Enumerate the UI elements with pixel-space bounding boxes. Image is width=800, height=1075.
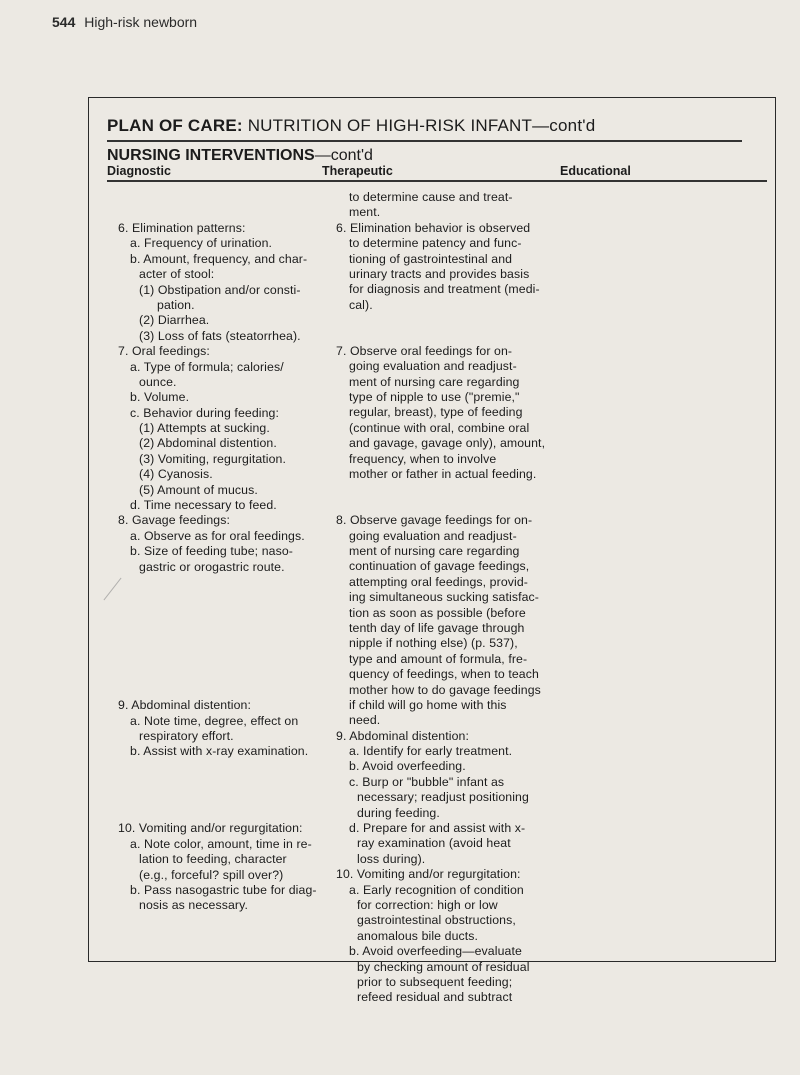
diagnostic-line: c. Behavior during feeding: <box>130 405 279 420</box>
therapeutic-line: anomalous bile ducts. <box>357 928 479 943</box>
running-head <box>52 14 197 30</box>
diagnostic-line: d. Time necessary to feed. <box>130 498 277 513</box>
therapeutic-line: (continue with oral, combine oral <box>349 420 530 435</box>
therapeutic-line: for correction: high or low <box>357 898 498 912</box>
therapeutic-line: b. Avoid overfeeding. <box>349 759 466 774</box>
section-heading <box>107 147 373 165</box>
diagnostic-line: (5) Amount of mucus. <box>139 482 258 497</box>
therapeutic-line: ing simultaneous sucking satisfac- <box>349 590 539 605</box>
therapeutic-line: for diagnosis and treatment (medi- <box>349 282 540 297</box>
diagnostic-line: b. Size of feeding tube; naso- <box>130 544 293 559</box>
therapeutic-line: d. Prepare for and assist with x- <box>349 821 526 836</box>
therapeutic-line: a. Early recognition of condition <box>349 882 524 897</box>
therapeutic-line: a. Identify for early treatment. <box>349 744 513 759</box>
diagnostic-line: lation to feeding, character <box>139 852 287 867</box>
therapeutic-line: urinary tracts and provides basis <box>349 266 530 281</box>
diagnostic-line: ounce. <box>139 374 177 389</box>
therapeutic-line: gastrointestinal obstructions, <box>357 913 516 928</box>
diagnostic-line: (3) Loss of fats (steatorrhea). <box>139 328 301 343</box>
diagnostic-line: b. Amount, frequency, and char- <box>130 251 308 266</box>
therapeutic-line: cal). <box>349 297 373 312</box>
therapeutic-line: 6. Elimination behavior is observed <box>336 220 531 235</box>
diagnostic-line: a. Note time, degree, effect on <box>130 713 299 728</box>
diagnostic-line: (3) Vomiting, regurgitation. <box>139 451 287 466</box>
therapeutic-line: prior to subsequent feeding; <box>357 974 513 989</box>
plan-title <box>107 116 595 136</box>
section-heading-label: NURSING INTERVENTIONS <box>107 147 315 164</box>
diagnostic-line: (1) Obstipation and/or consti- <box>139 282 301 297</box>
diagnostic-line <box>118 760 328 822</box>
section-heading-suffix: —cont'd <box>314 147 373 164</box>
therapeutic-line: need. <box>349 713 381 728</box>
therapeutic-line: mother how to do gavage feedings <box>349 682 541 697</box>
therapeutic-line: going evaluation and readjust- <box>349 528 517 543</box>
therapeutic-line: to determine cause and treat- <box>349 190 513 204</box>
therapeutic-line: continuation of gavage feedings, <box>349 559 530 574</box>
column-header-diagnostic: Diagnostic <box>107 164 171 178</box>
diagnostic-line: a. Type of formula; calories/ <box>130 359 284 374</box>
therapeutic-line: ray examination (avoid heat <box>357 836 511 851</box>
diagnostic-line: b. Pass nasogastric tube for diag- <box>130 882 317 897</box>
plan-title-text: NUTRITION OF HIGH-RISK INFANT—cont'd <box>247 116 596 135</box>
therapeutic-line: regular, breast), type of feeding <box>349 405 523 420</box>
diagnostic-line <box>118 575 328 698</box>
therapeutic-line: ment. <box>349 205 381 220</box>
diagnostic-line: (2) Diarrhea. <box>139 313 210 328</box>
diagnostic-column <box>118 221 328 914</box>
diagnostic-line: (1) Attempts at sucking. <box>139 421 270 436</box>
diagnostic-line: a. Frequency of urination. <box>130 236 273 251</box>
therapeutic-line: refeed residual and subtract <box>357 990 513 1005</box>
diagnostic-line: a. Note color, amount, time in re- <box>130 836 312 851</box>
therapeutic-line: type and amount of formula, fre- <box>349 651 528 666</box>
therapeutic-line <box>336 313 548 344</box>
therapeutic-line: tenth day of life gavage through <box>349 620 525 635</box>
column-header-educational: Educational <box>560 164 631 178</box>
page-number: 544 <box>52 14 76 30</box>
diagnostic-line: (4) Cyanosis. <box>139 467 213 482</box>
therapeutic-line: by checking amount of residual <box>357 959 530 974</box>
column-header-therapeutic: Therapeutic <box>322 164 393 178</box>
therapeutic-line: b. Avoid overfeeding—evaluate <box>349 944 522 959</box>
diagnostic-line: respiratory effort. <box>139 728 234 743</box>
diagnostic-line: 6. Elimination patterns: <box>118 221 246 235</box>
therapeutic-line: c. Burp or "bubble" infant as <box>349 774 505 789</box>
therapeutic-line: and gavage, gavage only), amount, <box>349 436 546 451</box>
diagnostic-line: b. Volume. <box>130 390 190 405</box>
therapeutic-column <box>336 190 548 1006</box>
running-head-title: High-risk newborn <box>84 14 198 30</box>
therapeutic-line: tion as soon as possible (before <box>349 605 526 620</box>
therapeutic-line: mother or father in actual feeding. <box>349 467 537 482</box>
plan-title-label: PLAN OF CARE: <box>107 116 243 135</box>
therapeutic-line: to determine patency and func- <box>349 236 522 251</box>
therapeutic-line: tioning of gastrointestinal and <box>349 251 513 266</box>
therapeutic-line: ment of nursing care regarding <box>349 374 520 389</box>
therapeutic-line: loss during). <box>357 851 426 866</box>
therapeutic-line: going evaluation and readjust- <box>349 359 517 374</box>
diagnostic-line: 7. Oral feedings: <box>118 344 210 359</box>
therapeutic-line <box>336 482 548 513</box>
therapeutic-line: attempting oral feedings, provid- <box>349 574 528 589</box>
therapeutic-line: during feeding. <box>357 805 440 820</box>
diagnostic-line: pation. <box>157 297 195 312</box>
diagnostic-line: a. Observe as for oral feedings. <box>130 528 305 543</box>
therapeutic-line: nipple if nothing else) (p. 537), <box>349 636 518 651</box>
diagnostic-line: nosis as necessary. <box>139 898 248 913</box>
diagnostic-line: gastric or orogastric route. <box>139 559 285 574</box>
therapeutic-line: 8. Observe gavage feedings for on- <box>336 513 533 528</box>
diagnostic-line: b. Assist with x-ray examination. <box>130 744 309 759</box>
therapeutic-line: 9. Abdominal distention: <box>336 728 469 743</box>
title-rule <box>107 140 742 142</box>
therapeutic-line: 10. Vomiting and/or regurgitation: <box>336 867 521 882</box>
diagnostic-line: 9. Abdominal distention: <box>118 698 251 713</box>
diagnostic-line: (2) Abdominal distention. <box>139 436 277 451</box>
therapeutic-line: quency of feedings, when to teach <box>349 667 539 682</box>
therapeutic-line: 7. Observe oral feedings for on- <box>336 343 513 358</box>
diagnostic-line: acter of stool: <box>139 267 215 282</box>
therapeutic-line: necessary; readjust positioning <box>357 790 529 805</box>
diagnostic-line: 10. Vomiting and/or regurgitation: <box>118 821 303 836</box>
header-rule <box>107 180 767 182</box>
therapeutic-line: type of nipple to use ("premie," <box>349 390 520 405</box>
therapeutic-line: ment of nursing care regarding <box>349 544 520 559</box>
diagnostic-line: (e.g., forceful? spill over?) <box>139 867 284 882</box>
diagnostic-line: 8. Gavage feedings: <box>118 513 230 528</box>
therapeutic-line: if child will go home with this <box>349 697 507 712</box>
therapeutic-line: frequency, when to involve <box>349 451 497 466</box>
